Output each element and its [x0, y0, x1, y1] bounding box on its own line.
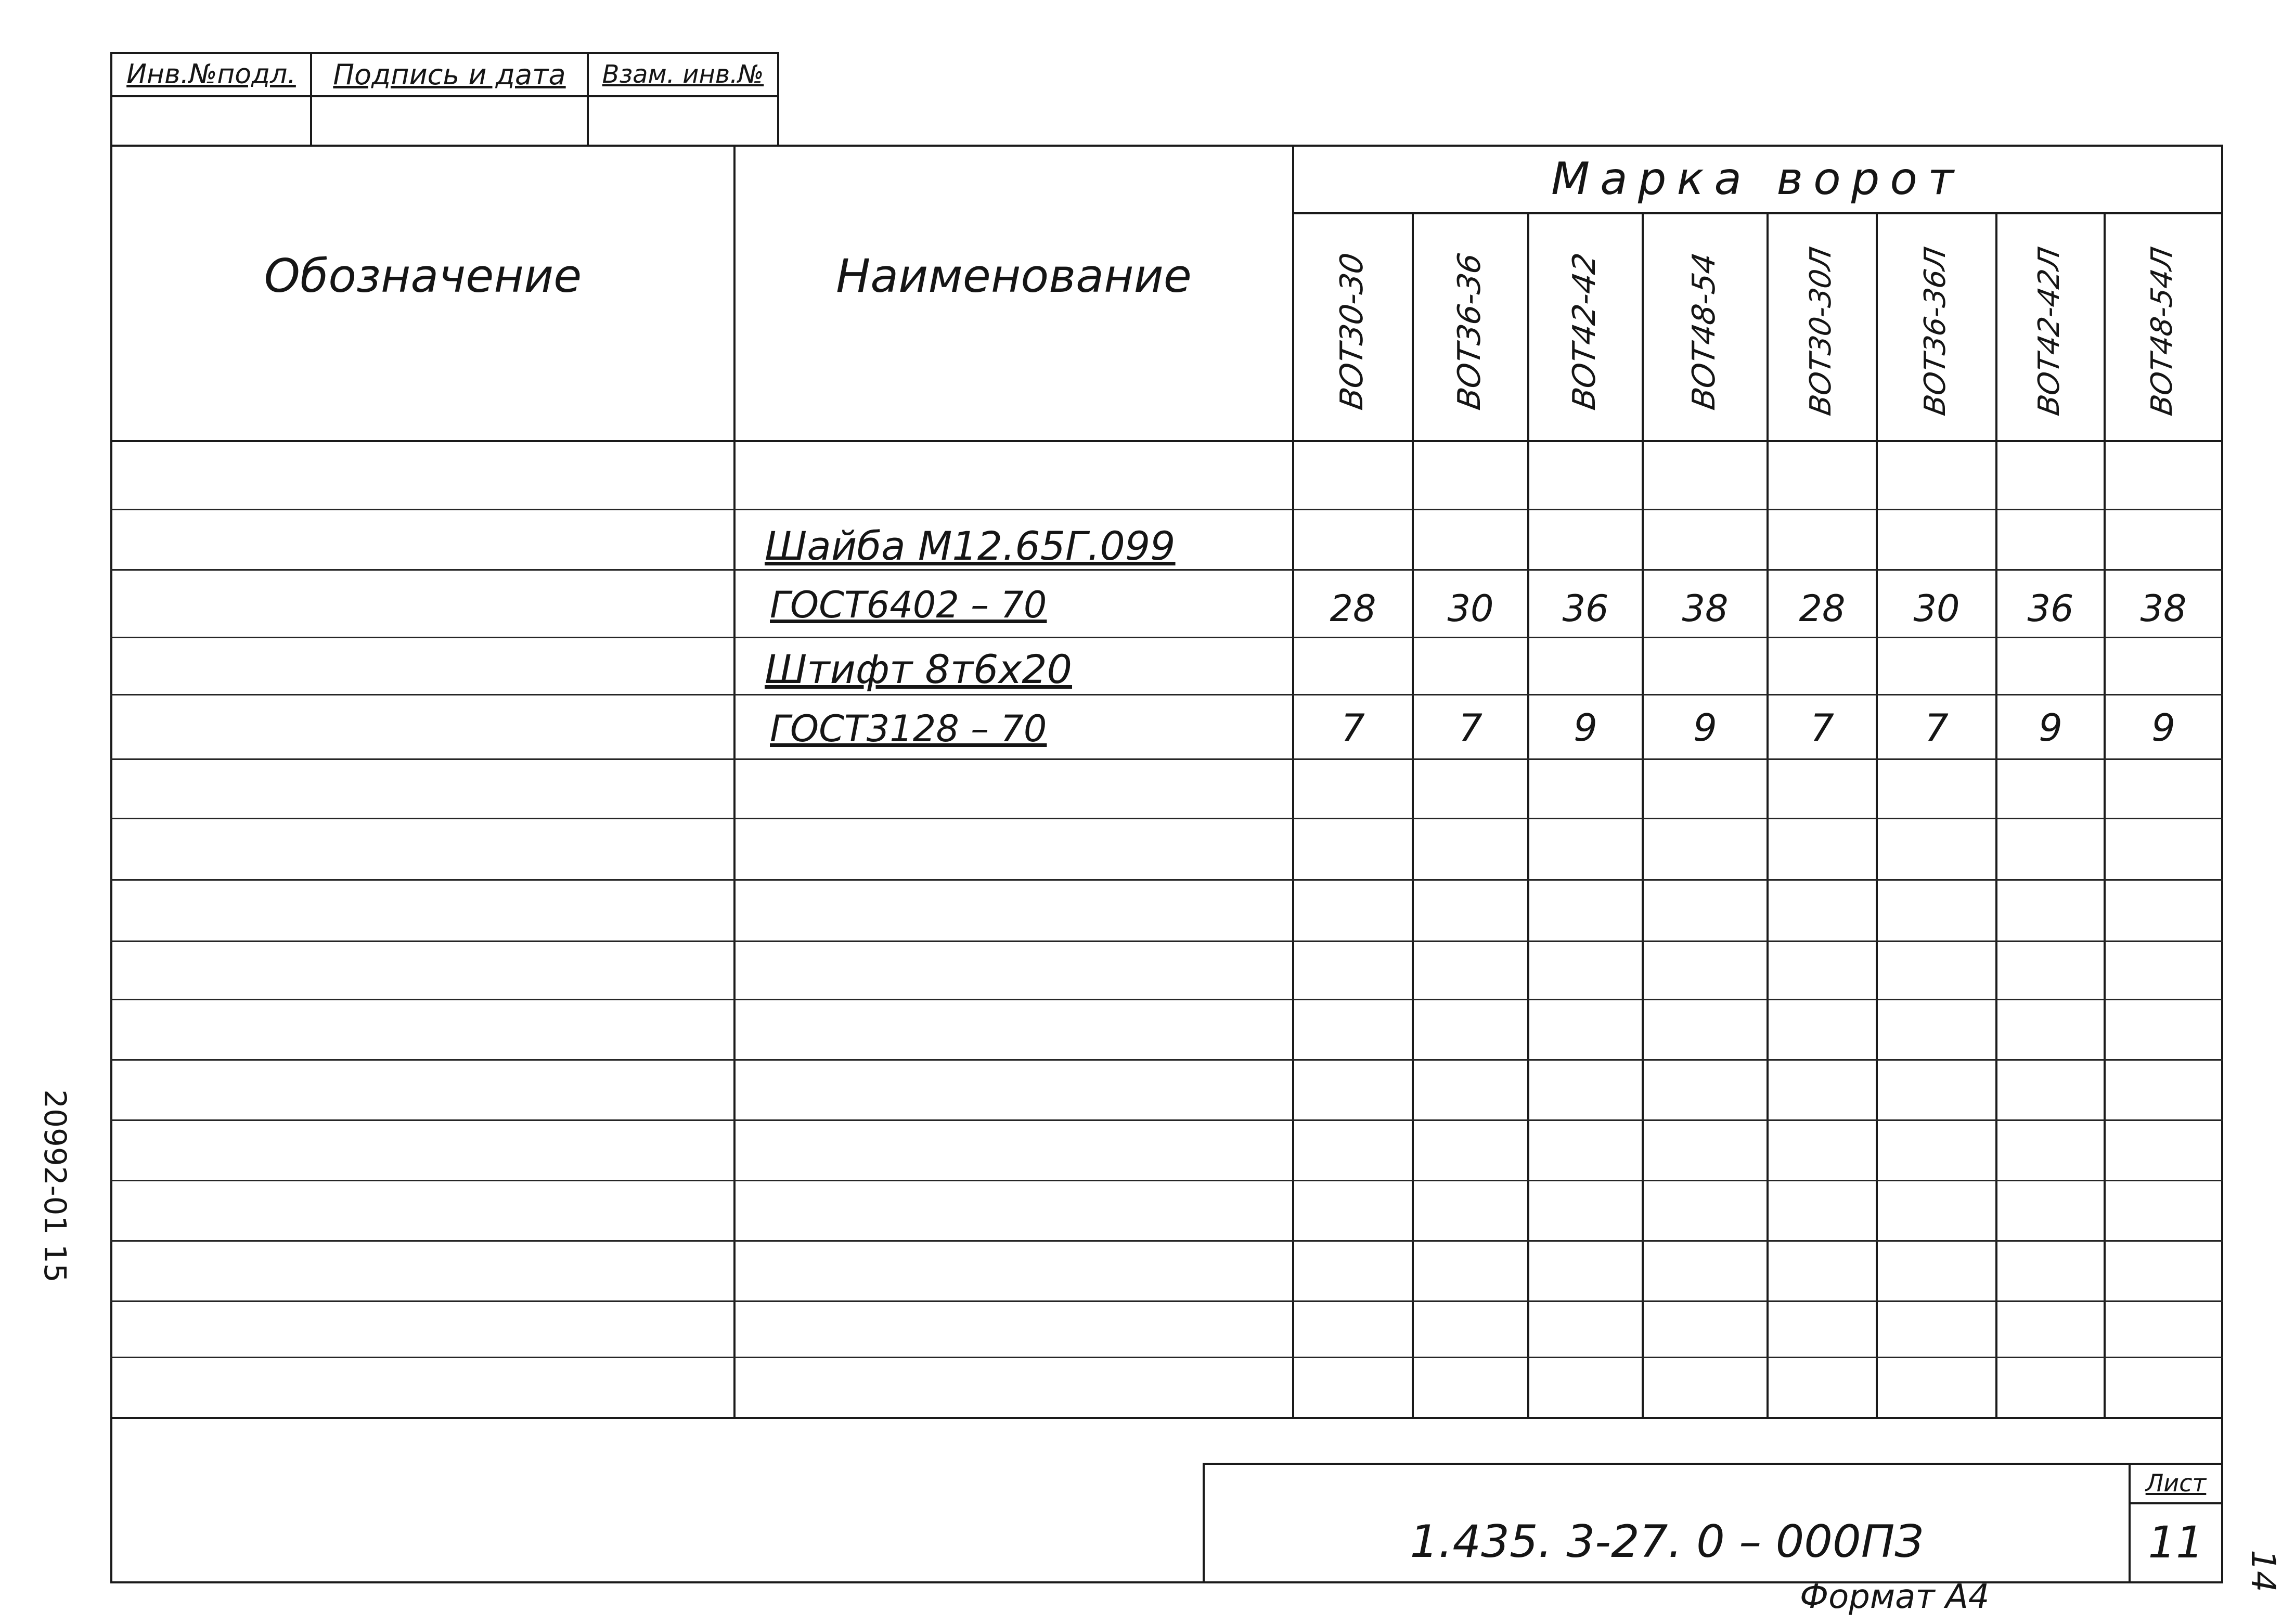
brand-header-1: ВОТ30-30 — [1334, 250, 1370, 413]
row-name-washer: Шайба М12.65Г.099 — [765, 523, 1176, 569]
row-line — [110, 694, 2223, 695]
row-name-washer-gost: ГОСТ6402 – 70 — [770, 584, 1047, 626]
row-line — [110, 1119, 2223, 1121]
titleblock-top-line — [1203, 1463, 2223, 1465]
col-divider-b7 — [2104, 212, 2106, 1418]
col-divider-b6 — [1995, 212, 1997, 1418]
row-line — [110, 940, 2223, 942]
row-line — [110, 509, 2223, 510]
stamp-right-line — [777, 52, 779, 146]
washer-qty-2: 30 — [1447, 587, 1494, 630]
header-bottom-line — [110, 440, 2223, 442]
col-divider-b2 — [1527, 212, 1529, 1418]
name-header: Наименование — [836, 249, 1192, 303]
washer-qty-7: 36 — [2027, 587, 2074, 630]
washer-qty-6: 30 — [1913, 587, 1960, 630]
row-line — [110, 1059, 2223, 1061]
pin-qty-1: 7 — [1341, 706, 1365, 750]
row-line — [110, 1240, 2223, 1242]
pin-qty-7: 9 — [2039, 706, 2062, 750]
row-name-pin-gost: ГОСТ3128 – 70 — [770, 707, 1047, 750]
pin-qty-5: 7 — [1810, 706, 1834, 750]
washer-qty-8: 38 — [2140, 587, 2187, 630]
col-divider-b5 — [1876, 212, 1878, 1418]
brand-header-5: ВОТ30-30Л — [1804, 244, 1838, 418]
brand-header-3: ВОТ42-42 — [1566, 250, 1603, 413]
row-line — [110, 1417, 2223, 1419]
col-divider-b3 — [1642, 212, 1644, 1418]
row-line — [110, 1180, 2223, 1181]
pin-qty-4: 9 — [1693, 706, 1717, 750]
side-archive-number: 20992-01 15 — [37, 1089, 73, 1283]
row-line — [110, 879, 2223, 881]
page-corner-number: 14 — [2244, 1550, 2282, 1592]
row-line — [110, 637, 2223, 638]
brand-header-4: ВОТ48-54 — [1686, 250, 1722, 413]
document-code: 1.435. 3-27. 0 – 000ПЗ — [1410, 1516, 1924, 1568]
brand-header-7: ВОТ42-42Л — [2032, 244, 2066, 418]
row-line — [110, 758, 2223, 760]
pin-qty-3: 9 — [1574, 706, 1597, 750]
col-divider-name — [733, 145, 736, 1418]
row-line — [110, 1357, 2223, 1358]
brand-header-8: ВОТ48-54Л — [2145, 244, 2179, 418]
row-line — [110, 999, 2223, 1000]
stamp-inv-label: Инв.№подл. — [126, 59, 296, 90]
format-label: Формат А4 — [1800, 1578, 1990, 1616]
table-left-line — [110, 145, 112, 1582]
washer-qty-5: 28 — [1799, 587, 1846, 630]
table-right-line — [2221, 145, 2223, 1582]
row-name-pin: Штифт 8т6х20 — [765, 646, 1073, 692]
stamp-mid-line — [110, 95, 779, 97]
sheet-label: Лист — [2145, 1469, 2207, 1497]
row-line — [110, 1300, 2223, 1302]
row-line — [110, 818, 2223, 819]
col-divider-brands — [1292, 145, 1294, 1418]
pin-qty-8: 9 — [2151, 706, 2175, 750]
stamp-replace-label: Взам. инв.№ — [602, 60, 764, 89]
pin-qty-6: 7 — [1925, 706, 1949, 750]
col-divider-b1 — [1412, 212, 1414, 1418]
designation-header: Обозначение — [264, 249, 582, 303]
brand-header-6: ВОТ36-36Л — [1918, 244, 1952, 418]
washer-qty-1: 28 — [1330, 587, 1376, 630]
washer-qty-4: 38 — [1682, 587, 1729, 630]
washer-qty-3: 36 — [1562, 587, 1609, 630]
brand-header-2: ВОТ36-36 — [1451, 250, 1488, 413]
stamp-signature-label: Подпись и дата — [333, 58, 566, 91]
sheet-number: 11 — [2148, 1517, 2204, 1568]
brand-group-header: Марка ворот — [1551, 153, 1965, 205]
col-divider-b4 — [1767, 212, 1769, 1418]
brand-group-line — [1292, 212, 2223, 214]
pin-qty-2: 7 — [1459, 706, 1482, 750]
